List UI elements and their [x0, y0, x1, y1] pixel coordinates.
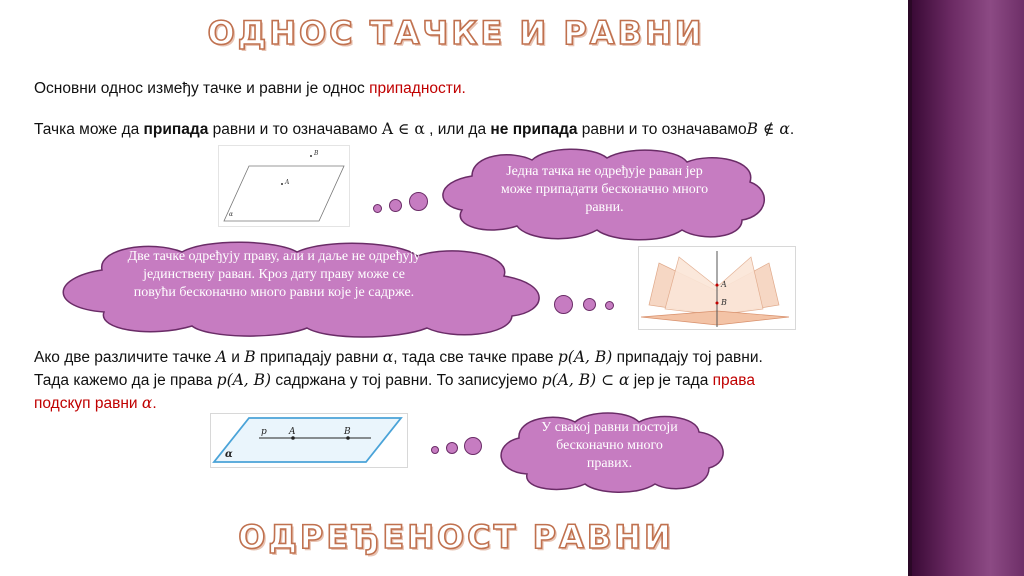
fig1-label-b: B [314, 150, 319, 157]
para3-alpha: α [382, 348, 394, 366]
para3-highlight: права [712, 372, 755, 389]
pencil-drawing [639, 247, 795, 329]
para2-b2: не припада [490, 121, 578, 138]
thought-dot [464, 437, 482, 455]
thought-dot [389, 199, 402, 212]
fig3-label-alpha: α [225, 449, 233, 460]
para3-text: садржана у тој равни. То записујемо [271, 372, 542, 389]
para3-text: Ако две различите тачке [34, 349, 216, 366]
para3-point-a: A [215, 348, 227, 366]
line-plane-drawing [211, 414, 407, 467]
para2-t1: Тачка може да [34, 121, 144, 138]
thought-dot [431, 446, 439, 454]
thought-cloud-1 [432, 146, 772, 242]
para1-text: Основни однос између тачке и равни је однос [34, 80, 370, 97]
thought-dot [373, 204, 382, 213]
para3-text: и [226, 349, 245, 366]
para3-subset-notation: p(A, B) ⊂ α [541, 371, 630, 389]
slide-title: ОДНОС ТАЧКЕ И РАВНИ [207, 14, 705, 52]
para2-t5: . [789, 121, 795, 138]
plane-figure-1 [218, 145, 350, 227]
fig1-label-a: A [285, 179, 290, 186]
thought-dot [446, 442, 458, 454]
pencil-of-planes-figure [638, 246, 796, 330]
para2-t2: равни и то означавамо [208, 121, 382, 138]
para3-highlight-alpha: α [141, 394, 153, 412]
plane-drawing-1 [219, 146, 349, 226]
paragraph-line-in-plane [34, 346, 763, 415]
para3-text: припадају тој равни. [612, 349, 763, 366]
para3-line1 [34, 346, 763, 369]
decorative-sidebar [912, 0, 1024, 576]
thought-cloud-2 [42, 240, 554, 340]
cloud-1-text: Једна тачка не одређује раван јер може припадати бесконачно много равни. [500, 164, 709, 215]
thought-dot [583, 298, 596, 311]
line-in-plane-figure [210, 413, 408, 468]
para2-t3: , или да [424, 121, 491, 138]
para2-t4: равни и то означавамо [577, 121, 747, 138]
cloud-3-text: У свакој равни постоји бесконачно много правих. [541, 420, 678, 471]
fig2-label-a: A [721, 280, 727, 289]
para2-b1: припада [143, 121, 209, 138]
para3-text: , тада све тачке праве [393, 349, 558, 366]
fig1-label-alpha: α [229, 211, 234, 218]
para3-highlight: подскуп равни [34, 395, 142, 412]
thought-dot [554, 295, 573, 314]
fig3-label-p: p [261, 427, 267, 437]
paragraph-belongs [34, 118, 794, 141]
section-title: ОДРЕЂЕНОСТ РАВНИ [238, 518, 674, 556]
thought-dot [409, 192, 428, 211]
para3-text: Тада кажемо да је права [34, 372, 217, 389]
para3-line-notation: p(A, B) [216, 371, 272, 389]
fig3-label-b: B [344, 427, 351, 437]
thought-dot [605, 301, 614, 310]
para3-line2 [34, 369, 763, 392]
thought-cloud-3 [487, 412, 737, 494]
para3-text: припадају равни [255, 349, 383, 366]
fig2-label-b: B [721, 298, 727, 307]
cloud-2-text: Две тачке одређују праву, али и даље не одређују јединствену раван. Кроз дату праву може се повући бесконачно много равни које је садрже. [127, 249, 421, 300]
paragraph-membership [34, 77, 466, 100]
para3-point-b: B [244, 348, 256, 366]
para3-highlight: . [152, 395, 157, 412]
fig3-label-a: A [289, 427, 296, 437]
para3-text: јер је тада [629, 372, 713, 389]
para3-line-notation: p(A, B) [557, 348, 613, 366]
para1-highlight: припадности. [369, 80, 466, 97]
para2-math2: B ∉ α [746, 120, 790, 138]
para2-math1: A ∈ α [381, 120, 425, 138]
